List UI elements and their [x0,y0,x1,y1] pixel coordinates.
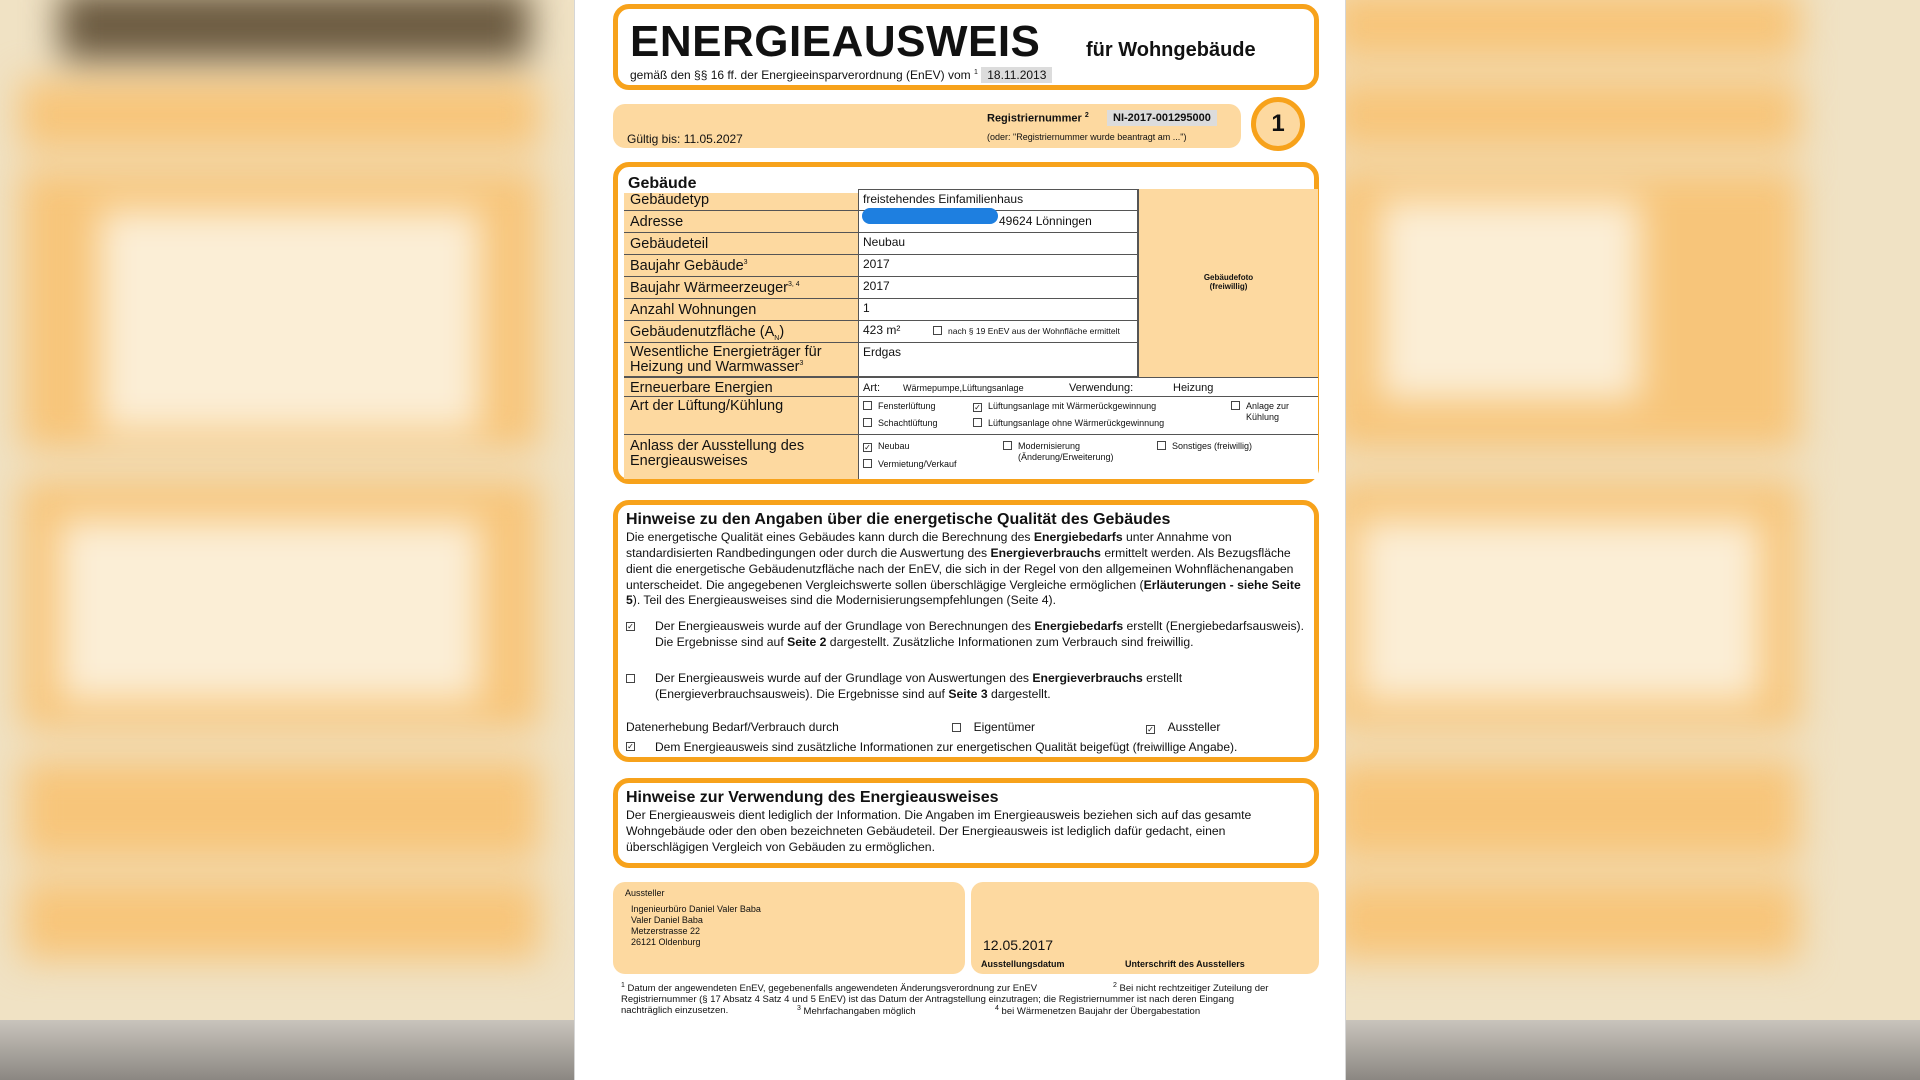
energy-certificate-page [574,0,1346,1080]
registration-number: NI-2017-001295000 [1107,110,1217,126]
date-signature-box [971,882,1319,974]
owner-checkbox[interactable] [952,723,961,732]
row-value-reason [858,435,1318,479]
option-new-build: ✓ Neubau [864,441,910,452]
row-value-address: 49624 Lönningen [858,211,1138,233]
row-label-reason: Anlass der Ausstellung des Energieausweises [624,435,858,479]
row-value-building-part: Neubau [858,233,1138,255]
cooling-label-line-2: Kühlung [1246,412,1280,422]
issuer-checkbox[interactable]: ✓ [1147,725,1154,734]
option-window-ventilation: Fensterlüftung [863,401,936,411]
row-value-apartments: 1 [858,299,1138,321]
row-label-building-type: Gebäudetyp [624,193,858,211]
ventilation-without-recovery-checkbox[interactable] [973,418,982,427]
owner-option: Eigentümer [952,720,1035,734]
issue-date-label: Ausstellungsdatum [981,959,1065,969]
signature-label: Unterschrift des Ausstellers [1125,959,1245,969]
footnotes: $^1$ Datum der angewendeten EnEV, gegebenenfalls angewendeten Änderungsverordnung zur EnEV $^2$ Bei nicht rechtzeitiger Zuteilung der Registriernummer (§ 17 Absatz 4 Satz 4 und 5 EnEV) ist das Datum der Antragstellung einzutragen; die Registriernummer ist nach deren Eingang nachträglich einzusetzen. $^3$ Mehrfachangaben möglich $^4$ bei Wärmenetzen Baujahr der Übergabestation [621,982,1269,1018]
issuer-line-3: Metzerstrasse 22 [631,926,701,936]
quality-heading: Hinweise zu den Angaben über die energetische Qualität des Gebäudes [626,511,1171,528]
document-title: ENERGIEAUSWEIS [630,17,1041,66]
area-note-checkbox[interactable] [933,326,942,335]
document-subtitle: für Wohngebäude [1086,39,1256,61]
row-value-heater-year: 2017 [858,277,1138,299]
page-number-badge: 1 [1251,97,1305,151]
row-label-apartments: Anzahl Wohnungen [624,299,858,321]
quality-paragraph: Die energetische Qualität eines Gebäudes kann durch die Berechnung des Energiebedarfs unter Annahme von standardisierten Randbedingungen oder durch die Auswertung des Energieverbrauchs ermittelt werden. Als Bezugsfläche dient die energetische Gebäudenutzfläche nach der EnEV, die sich in der Regel von den allgemeinen Wohnflächenangaben unterscheidet. Die angegebenen Vergleichswerte sollen überschlägige Vergleiche ermöglichen (Erläuterungen - siehe Seite 5). Teil des Energieausweises sind die Modernisierungsempfehlungen (Seite 4). [626,530,1301,608]
modernisation-checkbox[interactable] [1003,441,1012,450]
law-date: 18.11.2013 [981,67,1052,83]
consumption-certificate-checkbox[interactable] [626,674,635,683]
issuer-line-2: Valer Daniel Baba [631,915,703,925]
issuer-line-4: 26121 Oldenburg [631,937,701,947]
demand-certificate-checkbox[interactable]: ✓ [627,622,634,631]
area-note: nach § 19 EnEV aus der Wohnfläche ermittelt [933,326,1120,336]
modernisation-label-line-2: (Änderung/Erweiterung) [1018,452,1114,462]
shaft-ventilation-checkbox[interactable] [863,418,872,427]
option-shaft-ventilation: Schachtlüftung [863,418,938,428]
building-box [613,162,1319,484]
row-value-building-type: freistehendes Einfamilienhaus [858,189,1138,211]
quality-notes-box [613,500,1319,762]
building-heading: Gebäude [628,175,697,192]
issuer-label: Aussteller [625,888,665,898]
registration-box [613,104,1241,148]
registration-note: (oder: "Registriernummer wurde beantragt am ...") [987,132,1187,142]
row-value-renewable: Art: Wärmepumpe,Lüftungsanlage Verwendung: Heizung [858,377,1318,397]
row-label-energy-carrier: Wesentliche Energieträger für Heizung und Warmwasser$^3$ [624,343,858,377]
option-ventilation-with-recovery: ✓ Lüftungsanlage mit Wärmerückgewinnung [974,401,1157,412]
rent-sale-checkbox[interactable] [863,459,872,468]
usage-text: Der Energieausweis dient lediglich der Information. Die Angaben im Energieausweis beziehen sich auf das gesamte Wohngebäude oder den oben bezeichneten Gebäudeteil. Der Energieausweis ist lediglich dafür gedacht, einen überschlägigen Vergleich von Gebäuden zu ermöglichen. [626,808,1252,854]
data-collection-label: Datenerhebung Bedarf/Verbrauch durch [626,720,839,734]
issuer-option: ✓ Aussteller [1147,720,1221,734]
option-other: Sonstiges (freiwillig) [1157,441,1252,451]
redaction-mark [862,208,998,224]
row-value-energy-carrier: Erdgas [858,343,1138,377]
row-value-ventilation [858,397,1318,435]
option-cooling: Anlage zur [1231,401,1289,411]
new-build-checkbox[interactable]: ✓ [864,443,871,452]
row-label-building-part: Gebäudeteil [624,233,858,255]
ventilation-with-recovery-checkbox[interactable]: ✓ [974,403,981,412]
usage-heading: Hinweise zur Verwendung des Energieausweises [626,789,999,806]
building-photo-placeholder: Gebäudefoto (freiwillig) [1138,189,1318,377]
row-label-ventilation: Art der Lüftung/Kühlung [624,397,858,435]
option-rent-sale: Vermietung/Verkauf [863,459,957,469]
issuer-box [613,882,965,974]
law-reference: gemäß den §§ 16 ff. der Energieeinsparverordnung (EnEV) vom $^1$ 18.11.2013 [630,68,1052,82]
other-checkbox[interactable] [1157,441,1166,450]
row-label-heater-year: Baujahr Wärmeerzeuger$^{3, 4}$ [624,277,858,299]
valid-until: Gültig bis: 11.05.2027 [627,132,743,146]
row-value-construction-year: 2017 [858,255,1138,277]
row-label-renewable: Erneuerbare Energien [624,377,858,397]
row-label-construction-year: Baujahr Gebäude$^3$ [624,255,858,277]
row-value-floor-area: 423 m² nach § 19 EnEV aus der Wohnfläche ermittelt [858,321,1138,343]
extra-info-checkbox[interactable]: ✓ [627,742,634,751]
header-box [613,4,1319,90]
issuer-line-1: Ingenieurbüro Daniel Valer Baba [631,904,761,914]
option-modernisation: Modernisierung [1003,441,1080,451]
issue-date: 12.05.2017 [983,937,1054,953]
usage-notes-box [613,778,1319,868]
option-ventilation-without-recovery: Lüftungsanlage ohne Wärmerückgewinnung [973,418,1164,428]
consumption-certificate-option: Der Energieausweis wurde auf der Grundlage von Auswertungen des Energieverbrauchs erstellt (Energieverbrauchsausweis). Die Ergebnisse sind auf Seite 3 dargestellt. [655,671,1183,701]
row-label-address: Adresse [624,211,858,233]
registration-label: Registriernummer $^2$ [987,112,1089,125]
demand-certificate-option: Der Energieausweis wurde auf der Grundlage von Berechnungen des Energiebedarfs erstellt (Energiebedarfsausweis). Die Ergebnisse sind auf Seite 2 dargestellt. Zusätzliche Informationen zum Verbrauch sind freiwillig. [655,619,1305,649]
extra-info-text: Dem Energieausweis sind zusätzliche Informationen zur energetischen Qualität beigefügt (freiwillige Angabe). [655,740,1238,754]
row-label-floor-area: Gebäudenutzfläche $(A_N)$ [624,321,858,343]
window-ventilation-checkbox[interactable] [863,401,872,410]
cooling-checkbox[interactable] [1231,401,1240,410]
